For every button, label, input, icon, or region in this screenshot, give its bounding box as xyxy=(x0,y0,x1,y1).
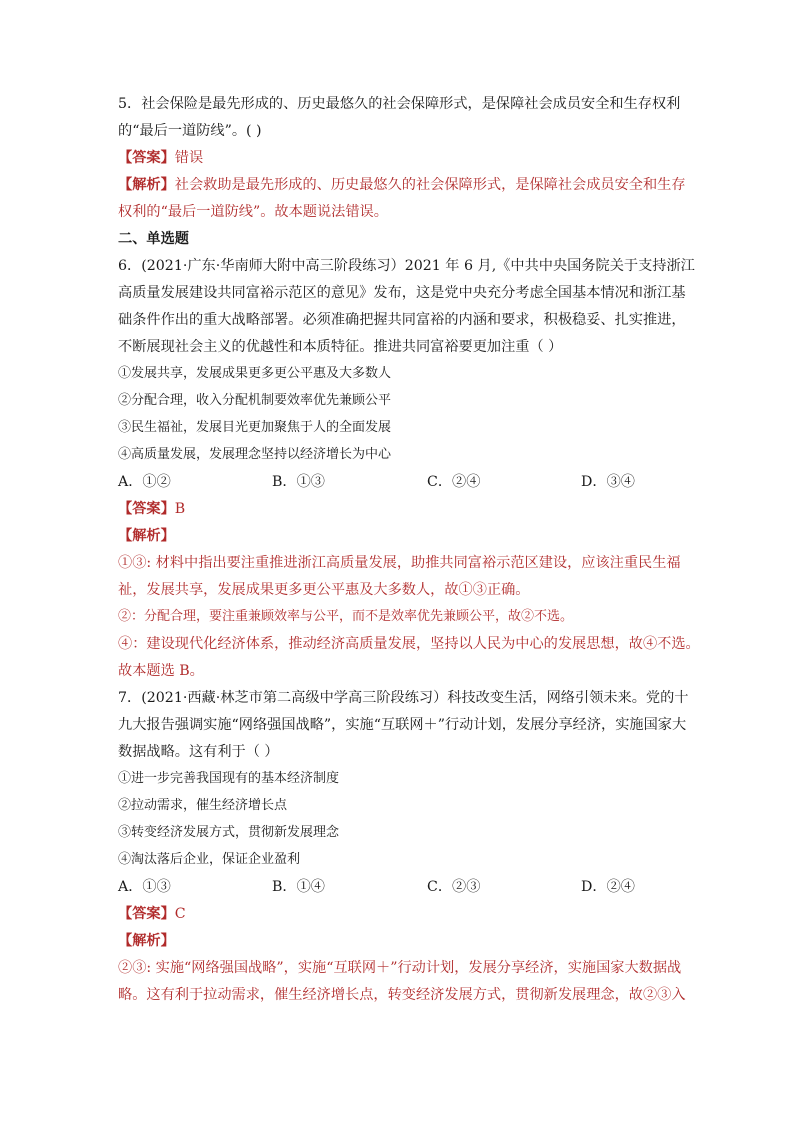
q6-option-c: C．②④ xyxy=(427,474,481,490)
q7-stem-line1: 7．(2021·西藏·林芝市第二高级中学高三阶段练习）科技改变生活，网络引领未来。党的十 xyxy=(118,690,689,706)
q6-analysis-line1: ①③: 材料中指出要注重推进浙江高质量发展，助推共同富裕示范区建设，应该注重民生福 xyxy=(118,555,681,571)
q5-stem-line2: 的“最后一道防线”。( ) xyxy=(118,123,262,139)
q7-item-2: ②拉动需求，催生经济增长点 xyxy=(118,798,288,813)
q7-analysis-line2: 略。这有利于拉动需求，催生经济增长点，转变经济发展方式，贯彻新发展理念，故②③入 xyxy=(118,987,686,1003)
q7-option-d: D．②④ xyxy=(581,879,635,895)
q7-stem-line2: 九大报告强调实施“网络强国战略”，实施“互联网＋”行动计划，发展分享经济，实施国家大 xyxy=(118,717,687,733)
q6-analysis-line3: ②：分配合理，要注重兼顾效率与公平，而不是效率优先兼顾公平，故②不选。 xyxy=(118,609,574,624)
q6-item-2: ②分配合理，收入分配机制要效率优先兼顾公平 xyxy=(118,393,392,408)
analysis-tag: 【解析】 xyxy=(118,177,175,193)
q6-item-1: ①发展共享，发展成果更多更公平惠及大多数人 xyxy=(118,366,392,381)
answer-tag: 【答案】 xyxy=(118,906,175,922)
q7-item-4: ④淘汰落后企业，保证企业盈利 xyxy=(118,852,301,867)
q6-option-a: A．①② xyxy=(118,474,171,490)
q7-analysis-line1: ②③: 实施“网络强国战略”，实施“互联网＋”行动计划，发展分享经济，实施国家大数据战 xyxy=(118,960,682,976)
q5-stem-line1: 5．社会保险是最先形成的、历史最悠久的社会保障形式，是保障社会成员安全和生存权利 xyxy=(118,96,681,112)
q5-analysis-line2: 权利的“最后一道防线”。故本题说法错误。 xyxy=(118,204,388,220)
q6-options xyxy=(118,472,684,492)
q6-analysis-line4: ④：建设现代化经济体系，推动经济高质量发展，坚持以人民为中心的发展思想，故④不选。 xyxy=(118,636,700,652)
q7-item-1: ①进一步完善我国现有的基本经济制度 xyxy=(118,771,340,786)
q7-answer xyxy=(118,904,186,924)
q6-answer-value: B xyxy=(174,501,186,517)
q5-answer xyxy=(118,148,203,168)
q6-stem-line2: 高质量发展建设共同富裕示范区的意见》发布，这是党中央充分考虑全国基本情况和浙江基 xyxy=(118,285,686,301)
q6-analysis-line2: 祉，发展共享，发展成果更多更公平惠及大多数人，故①③正确。 xyxy=(118,582,530,598)
q6-option-d: D．③④ xyxy=(581,474,635,490)
q7-answer-value: C xyxy=(174,906,186,922)
section-heading: 二、单选题 xyxy=(118,231,189,247)
q7-analysis-tag: 【解析】 xyxy=(118,933,175,949)
q6-item-3: ③民生福祉，发展目光更加聚焦于人的全面发展 xyxy=(118,420,392,435)
q7-item-3: ③转变经济发展方式，贯彻新发展理念 xyxy=(118,825,340,840)
q6-stem-line1: 6．(2021·广东·华南师大附中高三阶段练习）2021 年 6 月,《中共中央国务院关于支持浙江 xyxy=(118,258,695,274)
q7-option-c: C．②③ xyxy=(427,879,481,895)
q6-stem-line4: 不断展现社会主义的优越性和本质特征。推进共同富裕要更加注重（ ） xyxy=(118,339,563,355)
q6-conclusion: 故本题选 B。 xyxy=(118,663,204,679)
answer-tag: 【答案】 xyxy=(118,150,175,166)
q6-stem-line3: 础条件作出的重大战略部署。必须准确把握共同富裕的内涵和要求，积极稳妥、扎实推进， xyxy=(118,312,686,328)
q6-analysis-tag: 【解析】 xyxy=(118,528,175,544)
answer-tag: 【答案】 xyxy=(118,501,175,517)
q5-answer-value: 错误 xyxy=(174,150,204,166)
q6-answer xyxy=(118,499,185,519)
q5-analysis-line1 xyxy=(118,175,686,195)
q7-option-a: A．①③ xyxy=(118,879,171,895)
q6-option-b: B．①③ xyxy=(272,474,325,490)
q5-analysis-text-1: 社会救助是最先形成的、历史最悠久的社会保障形式，是保障社会成员安全和生存 xyxy=(174,177,686,193)
q6-item-4: ④高质量发展，发展理念坚持以经济增长为中心 xyxy=(118,447,392,462)
q7-options xyxy=(118,877,684,897)
q7-option-b: B．①④ xyxy=(272,879,325,895)
q7-stem-line3: 数据战略。这有利于（ ） xyxy=(118,744,279,760)
